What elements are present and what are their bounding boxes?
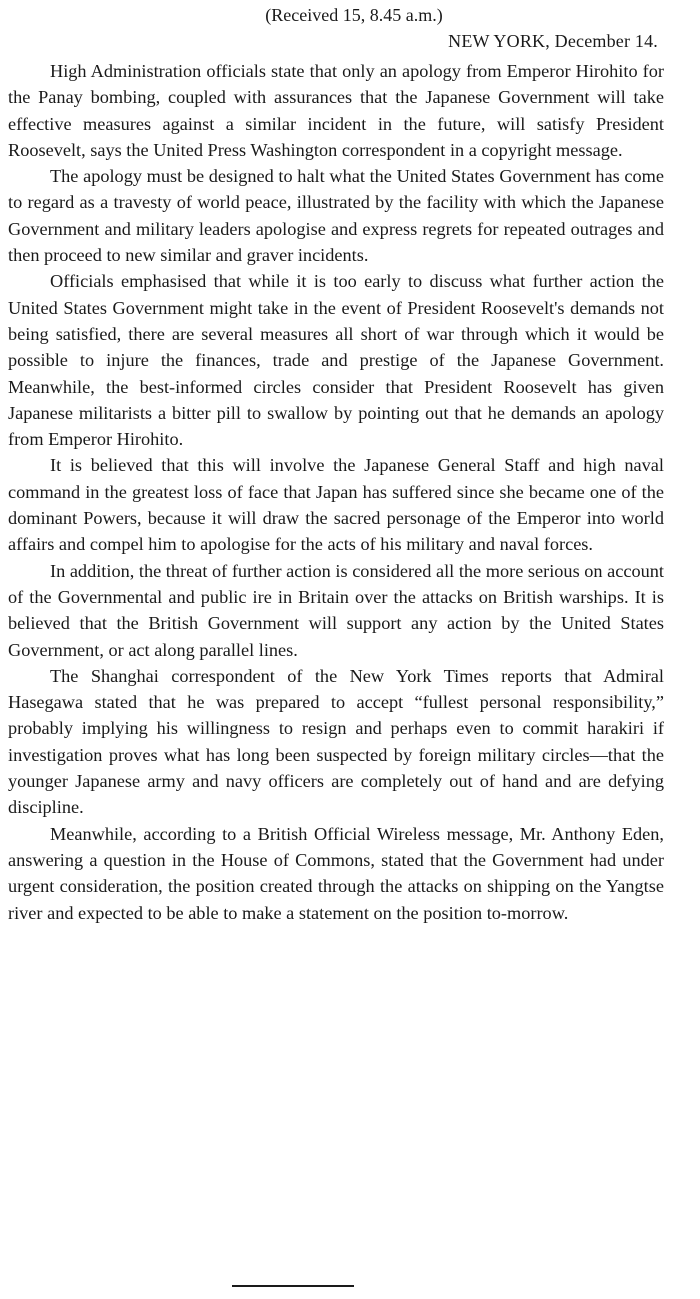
news-article <box>8 0 664 926</box>
dateline: NEW YORK, December 14. <box>448 31 658 51</box>
paragraph-further-action: Officials emphasised that while it is too early to discuss what further action the United States Government might take in the event of President Roosevelt's demands not being satisfied, there are several measures all short of war through which it would be possible to injure the finances, trade and prestige of the Japanese Government. Meanwhile, the best-informed circles consider that President Roosevelt has given Japanese militarists a bitter pill to swallow by pointing out that he demands an apology from Emperor Hirohito. <box>8 271 664 450</box>
paragraph-hasegawa: The Shanghai correspondent of the New York Times reports that Admiral Hasegawa stated that he was prepared to accept “fullest personal responsibility,” probably implying his willingness to resign and perhaps even to commit harakiri if investigation proves what has long been suspected by foreign military circles—that the younger Japanese army and navy officers are completely out of hand and are defying discipline. <box>8 665 664 818</box>
paragraph-loss-of-face: It is believed that this will involve the Japanese General Staff and high naval command in the greatest loss of face that Japan has suffered since she became one of the dominant Powers, because it will draw the sacred personage of the Emperor into world affairs and compel him to apologise for the acts of his military and naval forces. <box>8 455 664 555</box>
section-divider <box>232 1285 354 1287</box>
paragraph-eden-statement: Meanwhile, according to a British Official Wireless message, Mr. Anthony Eden, answering a question in the House of Commons, stated that the Government had under urgent consideration, the position created through the attacks on shipping on the Yangtse river and expected to be able to make a statement on the position to-morrow. <box>8 823 664 923</box>
received-time: (Received 15, 8.45 a.m.) <box>265 5 443 25</box>
paragraph-british-ire: In addition, the threat of further action is considered all the more serious on account of the Governmental and public ire in Britain over the attacks on British warships. It is believed that the British Government will support any action by the United States Government, or act along parallel lines. <box>8 560 664 660</box>
paragraph-apology-design: The apology must be designed to halt what the United States Government has come to regard as a travesty of world peace, illustrated by the facility with which the Japanese Government and military leaders apologise and express regrets for repeated outrages and then proceed to new similar and graver incidents. <box>8 166 664 266</box>
paragraph-apology-demand: High Administration officials state that only an apology from Emperor Hirohito for the Panay bombing, coupled with assurances that the Japanese Government will take effective measures against a similar incident in the future, will satisfy President Roosevelt, says the United Press Washington correspondent in a copyright message. <box>8 61 664 160</box>
